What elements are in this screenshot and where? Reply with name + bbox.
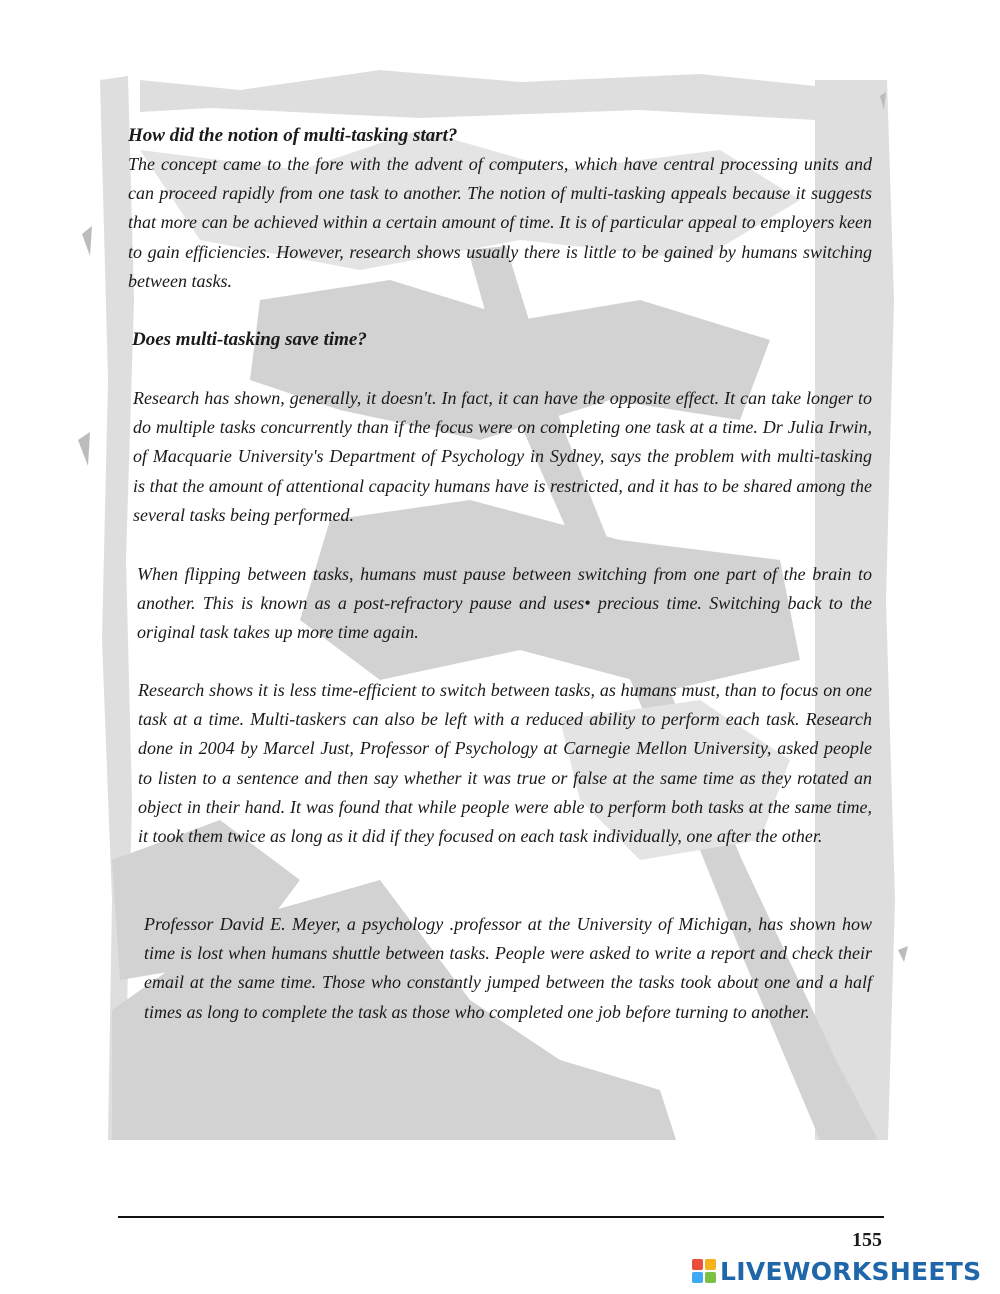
logo-square-green [705, 1272, 716, 1283]
liveworksheets-logo-icon [692, 1259, 716, 1283]
liveworksheets-brand[interactable] [692, 1256, 981, 1286]
logo-square-yellow [705, 1259, 716, 1270]
logo-square-red [692, 1259, 703, 1270]
footer-rule [118, 1216, 884, 1218]
section-heading-notion: How did the notion of multi-tasking start? [128, 125, 458, 146]
paragraph-time-efficient: Research shows it is less time-efficient to switch between tasks, as humans must, than to focus on one task at a time. Multi-taskers can also be left with a reduced ability to perform each task. Research done in 2004 by Marcel Just, Professor of Psychology at Carnegie Mellon University, asked people to listen to a sentence and then say whether it was true or false at the same time as they rotated an object in their hand. It was found that while people were able to perform both tasks at the same time, it took them twice as long as it did if they focused on each task individually, one after the other. [138, 680, 872, 847]
texture-edge-fleck [78, 432, 90, 466]
paragraph-meyer: Professor David E. Meyer, a psychology .professor at the University of Michigan, has shown how time is lost when humans shuttle between tasks. People were asked to write a report and check their email at the same time. Those who constantly jumped between the tasks took about one and a half times as long to complete the task as those who completed one job before turning to another. [144, 914, 872, 1022]
paragraph-flipping-tasks: When flipping between tasks, humans must pause between switching from one part of the brain to another. This is known as a post-refractory pause and uses• precious time. Switching back to the original task takes up more time again. [137, 564, 872, 643]
paragraph-research-shown: Research has shown, generally, it doesn't. In fact, it can have the opposite effect. It can take longer to do multiple tasks concurrently than if the focus were on completing one task at a time. Dr Julia Irwin, of Macquarie University's Department of Psychology in Sydney, says the problem with multi-tasking is that the amount of attentional capacity humans have is restricted, and it has to be shared among the several tasks being performed. [133, 388, 872, 525]
page-number: 155 [852, 1229, 882, 1251]
paragraph-notion: The concept came to the fore with the advent of computers, which have central processing units and can proceed rapidly from one task to another. The notion of multi-tasking appeals because it suggests that more can be achieved within a certain amount of time. It is of particular appeal to employers keen to gain efficiencies. However, research shows usually there is little to be gained by humans switching between tasks. [128, 154, 872, 291]
texture-edge-fleck [82, 226, 92, 256]
texture-top-cloud [140, 70, 815, 120]
brand-text: LIVEWORKSHEETS [720, 1256, 982, 1286]
texture-edge-fleck [898, 946, 908, 962]
logo-square-blue [692, 1272, 703, 1283]
section-heading-save-time: Does multi-tasking save time? [132, 329, 367, 350]
